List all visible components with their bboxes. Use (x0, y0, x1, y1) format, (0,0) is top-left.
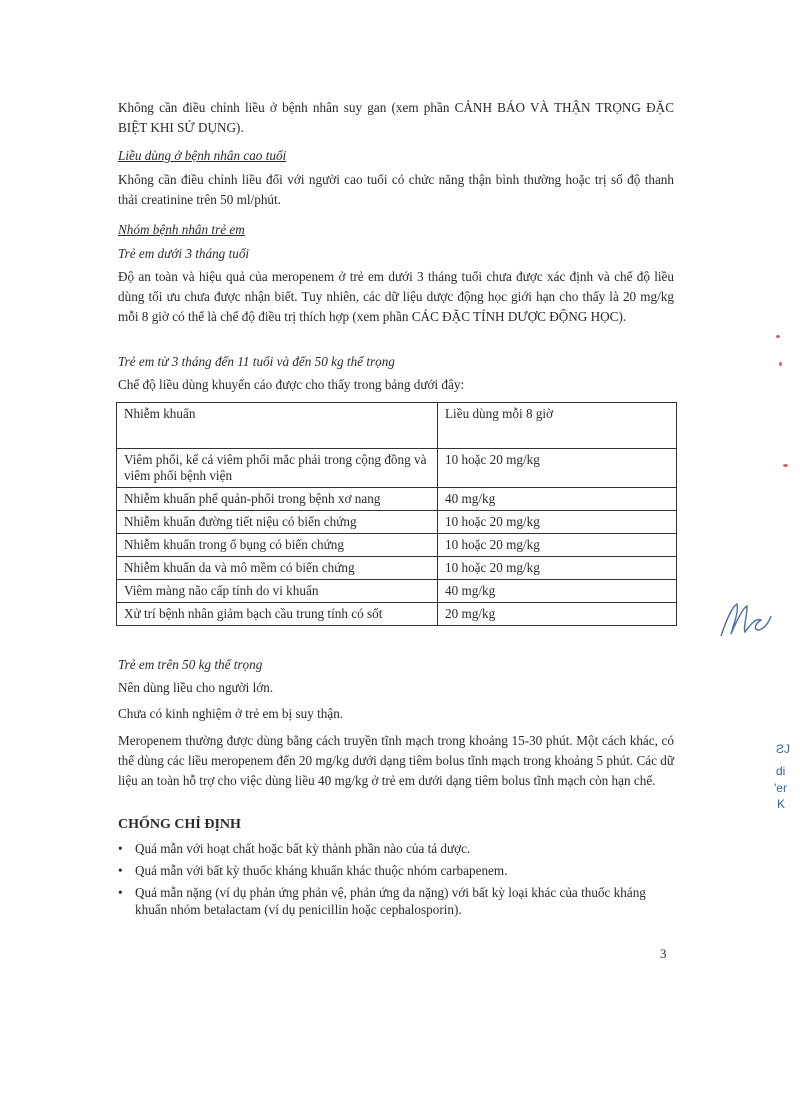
table-cell-infection: Nhiễm khuẩn da và mô mềm có biến chứng (117, 557, 438, 580)
contraindications-list (118, 840, 674, 923)
table-row (117, 511, 677, 534)
mid-age-heading: Trẻ em từ 3 tháng đến 11 tuổi và đến 50 kg thể trọng (118, 354, 395, 369)
signature-mark (715, 598, 775, 644)
scan-speck (776, 335, 780, 338)
over50-paragraph-1: Nên dùng liều cho người lớn. (118, 680, 274, 695)
scan-speck (779, 362, 782, 366)
contraindications-heading: CHỐNG CHỈ ĐỊNH (118, 817, 241, 832)
table-row (117, 488, 677, 511)
table-cell-infection: Nhiễm khuẩn đường tiết niệu có biến chứng (117, 511, 438, 534)
over50-paragraph-3: Meropenem thường được dùng bằng cách truyền tĩnh mạch trong khoảng 15-30 phút. Một cách khác, có thể dùng các liều meropenem đến 20 mg/kg dưới dạng tiêm bolus tĩnh mạch trong khoảng 5 phút. Các dữ liệu an toàn hỗ trợ cho việc dùng liều 40 mg/kg ở trẻ em dưới dạng tiêm bolus tĩnh mạch còn hạn chế. (118, 733, 674, 788)
table-cell-infection: Nhiễm khuẩn trong ổ bụng có biến chứng (117, 534, 438, 557)
edge-text-4: K (777, 797, 786, 811)
list-item-text: Quá mẫn nặng (ví dụ phản ứng phản vệ, phản ứng da nặng) với bất kỳ loại khác của thuốc kháng khuẩn nhóm betalactam (ví dụ penicillin hoặc cephalosporin). (135, 885, 646, 917)
edge-text-2: di (776, 764, 786, 778)
under3-heading: Trẻ em dưới 3 tháng tuổi (118, 246, 250, 261)
table-cell-infection: Nhiễm khuẩn phế quản-phổi trong bệnh xơ nang (117, 488, 438, 511)
page-number: 3 (660, 946, 667, 961)
table-row (117, 603, 677, 626)
pediatric-heading: Nhóm bệnh nhân trẻ em (118, 222, 245, 237)
table-cell-infection: Xử trí bệnh nhân giảm bạch cầu trung tính có sốt (117, 603, 438, 626)
table-header-row (117, 403, 677, 449)
mid-age-paragraph: Chế độ liều dùng khuyến cáo được cho thấy trong bảng dưới đây: (118, 377, 465, 392)
table-row (117, 534, 677, 557)
elderly-paragraph: Không cần điều chỉnh liều đối với người cao tuổi có chức năng thận bình thường hoặc trị số độ thanh thải creatinine trên 50 ml/phút. (118, 172, 674, 207)
bullet-icon: • (118, 885, 123, 900)
liver-paragraph: Không cần điều chỉnh liều ở bệnh nhân suy gan (xem phần CẢNH BÁO VÀ THẬN TRỌNG ĐẶC BIỆT KHI SỬ DỤNG). (118, 100, 674, 135)
table-cell-dose: 40 mg/kg (438, 488, 677, 511)
list-item-text: Quá mẫn với bất kỳ thuốc kháng khuẩn khác thuộc nhóm carbapenem. (135, 863, 508, 878)
over50-heading: Trẻ em trên 50 kg thể trọng (118, 657, 263, 672)
list-item (118, 862, 674, 879)
table-cell-dose: 10 hoặc 20 mg/kg (438, 534, 677, 557)
table-cell-dose: 20 mg/kg (438, 603, 677, 626)
edge-text-3: 'er (774, 781, 787, 795)
table-row (117, 449, 677, 488)
scan-speck (783, 464, 788, 467)
edge-text-1: ƧJ (776, 742, 791, 756)
bullet-icon: • (118, 841, 123, 856)
elderly-heading: Liều dùng ở bệnh nhân cao tuổi (118, 148, 287, 163)
table-header-infection: Nhiễm khuẩn (117, 403, 438, 449)
list-item (118, 884, 674, 918)
table-cell-dose: 10 hoặc 20 mg/kg (438, 511, 677, 534)
table-row (117, 557, 677, 580)
dosage-table (116, 402, 677, 626)
under3-paragraph: Độ an toàn và hiệu quả của meropenem ở trẻ em dưới 3 tháng tuổi chưa được xác định và chế độ liều dùng tối ưu chưa được nhận biết. Tuy nhiên, các dữ liệu dược động học giới hạn cho thấy là 20 mg/kg mỗi 8 giờ có thể là chế độ điều trị thích hợp (xem phần CÁC ĐẶC TÍNH DƯỢC ĐỘNG HỌC). (118, 269, 674, 324)
bullet-icon: • (118, 863, 123, 878)
table-cell-infection: Viêm màng não cấp tính do vi khuẩn (117, 580, 438, 603)
list-item (118, 840, 674, 857)
table-cell-dose: 10 hoặc 20 mg/kg (438, 449, 677, 488)
table-cell-infection: Viêm phổi, kể cả viêm phổi mắc phải trong cộng đồng và viêm phổi bệnh viện (117, 449, 438, 488)
list-item-text: Quá mẫn với hoạt chất hoặc bất kỳ thành phần nào của tá dược. (135, 841, 471, 856)
table-header-dose: Liều dùng mỗi 8 giờ (438, 403, 677, 449)
over50-paragraph-2: Chưa có kinh nghiệm ở trẻ em bị suy thận. (118, 706, 344, 721)
table-cell-dose: 40 mg/kg (438, 580, 677, 603)
table-row (117, 580, 677, 603)
table-cell-dose: 10 hoặc 20 mg/kg (438, 557, 677, 580)
